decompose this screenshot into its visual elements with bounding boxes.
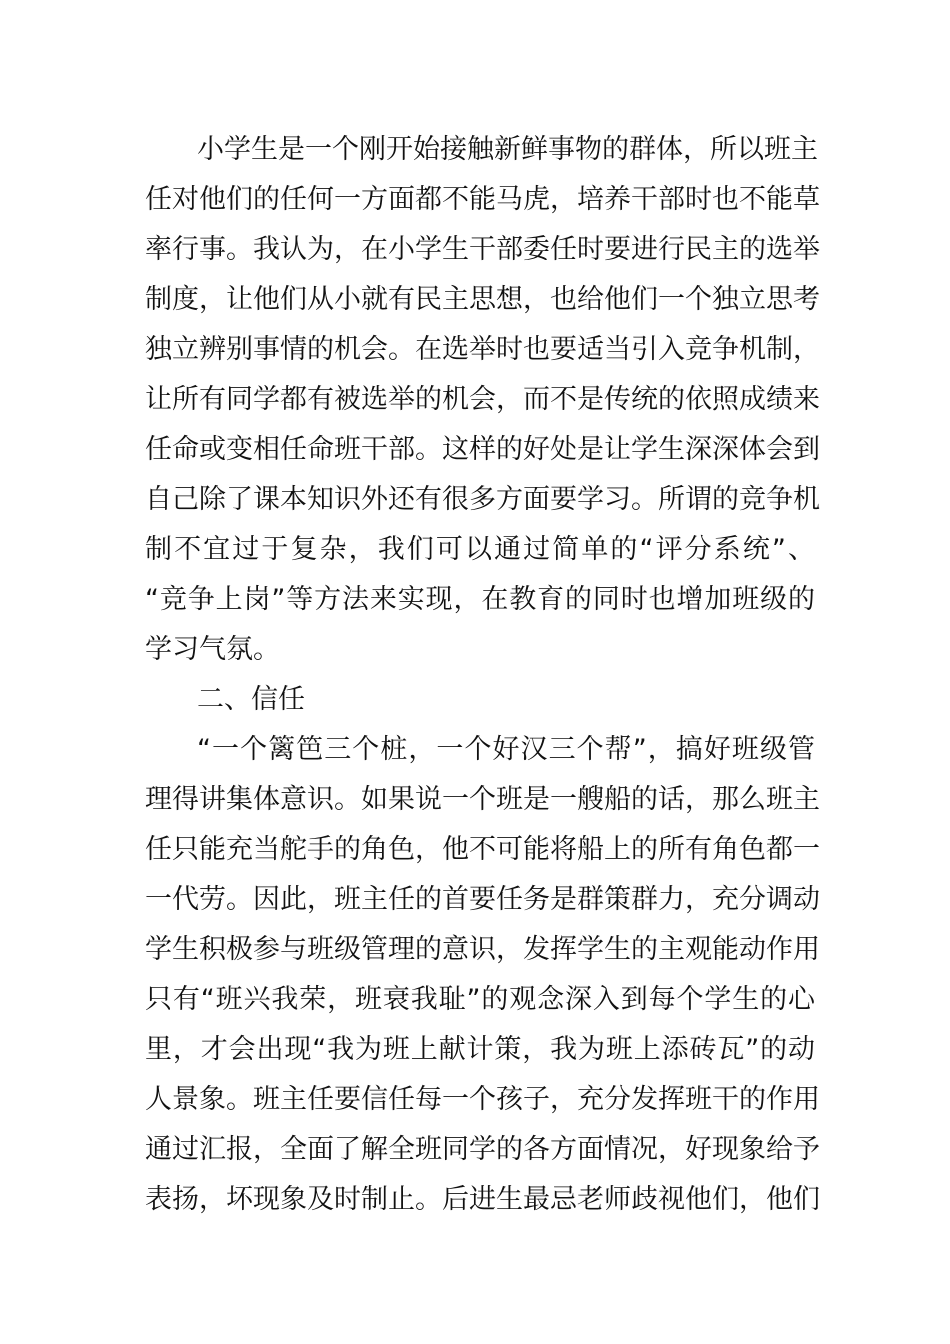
section-heading: 二、信任 — [197, 684, 305, 715]
text-line: 让所有同学都有被选举的机会，而不是传统的依照成绩来 — [145, 384, 820, 415]
text-line: 制度，让他们从小就有民主思想，也给他们一个独立思考 — [145, 284, 820, 315]
text-line: 率行事。我认为，在小学生干部委任时要进行民主的选举 — [145, 234, 820, 265]
text-line: 自己除了课本知识外还有很多方面要学习。所谓的竞争机 — [145, 484, 820, 515]
text-line: 小学生是一个刚开始接触新鲜事物的群体，所以班主 — [197, 134, 818, 165]
text-line: 只有“班兴我荣，班衰我耻”的观念深入到每个学生的心 — [145, 984, 815, 1015]
text-line: “一个篱笆三个桩，一个好汉三个帮”，搞好班级管 — [197, 734, 815, 765]
text-line: 人景象。班主任要信任每一个孩子，充分发挥班干的作用 — [145, 1084, 820, 1115]
text-line: 通过汇报，全面了解全班同学的各方面情况，好现象给予 — [145, 1134, 820, 1165]
text-line: 任只能充当舵手的角色，他不可能将船上的所有角色都一 — [145, 834, 820, 865]
text-line: 学习气氛。 — [145, 634, 280, 665]
text-line: 表扬，坏现象及时制止。后进生最忌老师歧视他们，他们 — [145, 1184, 820, 1215]
text-line: 理得讲集体意识。如果说一个班是一艘船的话，那么班主 — [145, 784, 820, 815]
text-line: 一代劳。因此，班主任的首要任务是群策群力，充分调动 — [145, 884, 820, 915]
text-line: 任命或变相任命班干部。这样的好处是让学生深深体会到 — [145, 434, 820, 465]
text-line: 制不宜过于复杂，我们可以通过简单的“评分系统”、 — [145, 534, 815, 565]
text-line: 独立辨别事情的机会。在选举时也要适当引入竞争机制， — [145, 334, 820, 365]
text-line: 任对他们的任何一方面都不能马虎，培养干部时也不能草 — [145, 184, 820, 215]
text-line: 学生积极参与班级管理的意识，发挥学生的主观能动作用 — [145, 934, 820, 965]
text-line: 里，才会出现“我为班上献计策，我为班上添砖瓦”的动 — [145, 1034, 815, 1065]
text-line: “竞争上岗”等方法来实现，在教育的同时也增加班级的 — [145, 584, 815, 615]
